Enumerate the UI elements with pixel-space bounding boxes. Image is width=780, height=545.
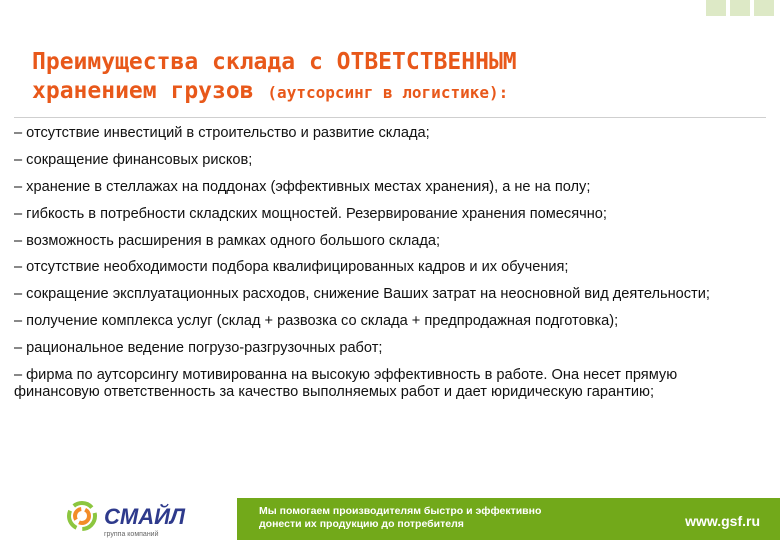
page-title bbox=[32, 48, 517, 106]
title-suffix: (аутсорсинг в логистике): bbox=[267, 82, 509, 102]
list-item: – фирма по аутсорсингу мотивированна на высокую эффективность в работе. Она несет прямую финансовую ответственность за качество выполняемых работ и дает юридическую гарантию; bbox=[14, 367, 678, 401]
list-item: – гибкость в потребности складских мощностей. Резервирование хранения помесячно; bbox=[14, 205, 607, 222]
title-divider bbox=[14, 117, 766, 118]
list-item: – сокращение финансовых рисков; bbox=[14, 151, 253, 168]
list-item: – сокращение эксплуатационных расходов, снижение Ваших затрат на неосновной вид деятельности; bbox=[14, 286, 710, 303]
corner-square bbox=[730, 0, 750, 16]
title-line-2 bbox=[32, 77, 517, 106]
corner-square bbox=[754, 0, 774, 16]
advantages-list bbox=[14, 125, 766, 411]
list-item: – отсутствие необходимости подбора квалифицированных кадров и их обучения; bbox=[14, 259, 569, 276]
footer-tagline bbox=[259, 505, 541, 531]
corner-decoration bbox=[706, 0, 774, 16]
list-item: – рациональное ведение погрузо-разгрузочных работ; bbox=[14, 340, 383, 357]
list-item: – получение комплекса услуг (склад + развозка со склада + предпродажная подготовка); bbox=[14, 313, 619, 330]
title-line-1: Преимущества склада с ОТВЕТСТВЕННЫМ bbox=[32, 49, 517, 75]
logo-emblem-icon bbox=[62, 494, 222, 540]
company-logo bbox=[62, 494, 222, 540]
footer-band bbox=[237, 498, 780, 540]
logo-subtext: группа компаний bbox=[104, 531, 159, 538]
title-main: хранением грузов bbox=[32, 77, 254, 104]
list-item: – возможность расширения в рамках одного большого склада; bbox=[14, 232, 441, 249]
website-link[interactable]: www.gsf.ru bbox=[685, 513, 760, 529]
logo-text: СМАЙЛ bbox=[104, 504, 186, 529]
list-item: – отсутствие инвестиций в строительство и развитие склада; bbox=[14, 125, 430, 141]
tagline-line-2: донести их продукцию до потребителя bbox=[259, 518, 464, 530]
list-item: – хранение в стеллажах на поддонах (эффективных местах хранения), а не на полу; bbox=[14, 178, 591, 195]
corner-square bbox=[706, 0, 726, 16]
tagline-line-1: Мы помогаем производителям быстро и эффективно bbox=[259, 505, 542, 517]
